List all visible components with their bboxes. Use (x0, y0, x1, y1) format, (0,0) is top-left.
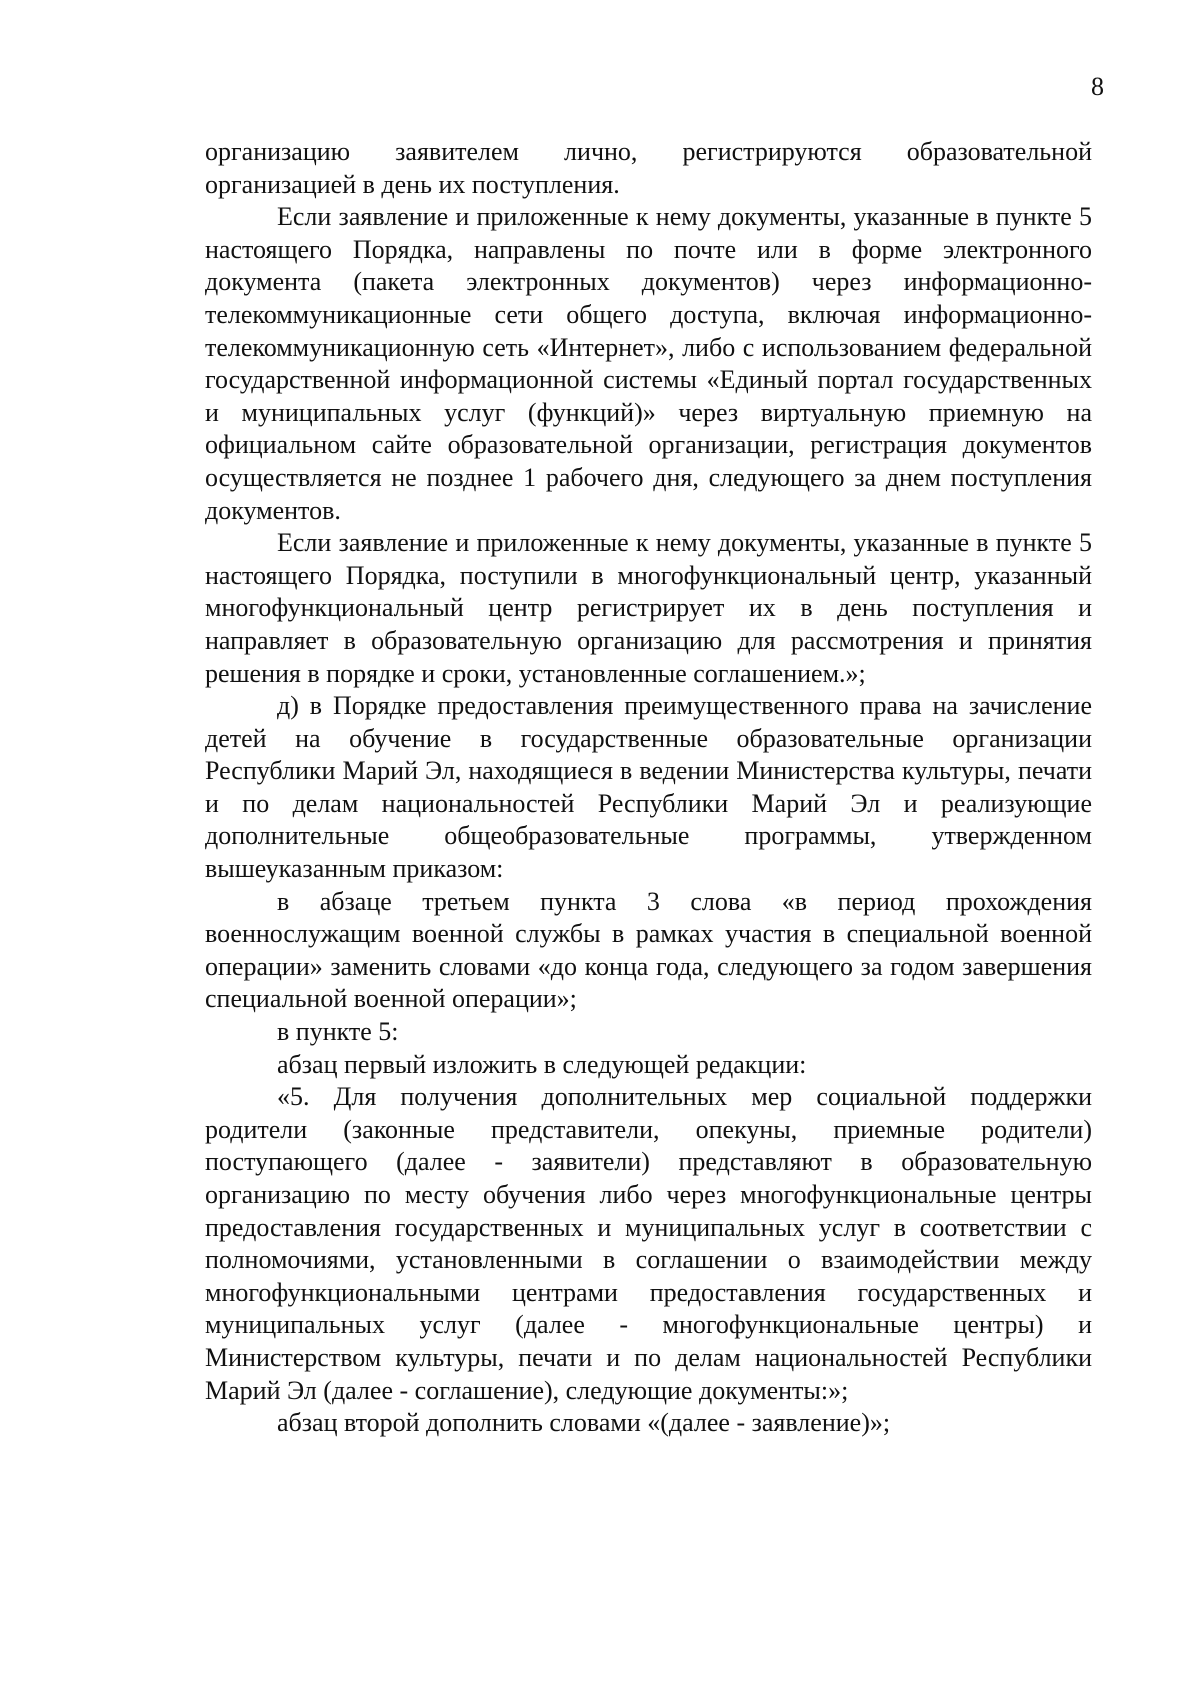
paragraph-new-point-5: «5. Для получения дополнительных мер социальной поддержки родители (законные представители, опекуны, приемные родители) поступающего (далее - заявители) представляют в образовательную организацию по месту обучения либо через многофункциональные центры предоставления государственных и муниципальных услуг в соответствии с полномочиями, установленными в соглашении о взаимодействии между многофункциональными центрами предоставления государственных и муниципальных услуг (далее - многофункциональные центры) и Министерством культуры, печати и по делам национальностей Республики Марий Эл (далее - соглашение), следующие документы:»; (205, 1082, 1092, 1405)
paragraph-registration-mail: Если заявление и приложенные к нему документы, указанные в пункте 5 настоящего Порядка, направлены по почте или в форме электронного документа (пакета электронных документов) через информационно-телекоммуникационные сети общего доступа, включая информационно-телекоммуникационную сеть «Интернет», либо с использованием федеральной государственной информационной системы «Единый портал государственных и муниципальных услуг (функций)» через виртуальную приемную на официальном сайте образовательной организации, регистрация документов осуществляется не позднее 1 рабочего дня, следующего за днем поступления документов. (205, 202, 1092, 525)
paragraph-first-abzac: абзац первый изложить в следующей редакции: (277, 1049, 807, 1079)
document-body (205, 136, 1092, 1440)
paragraph-continuation: организацию заявителем лично, регистрируются образовательной организацией в день их поступления. (205, 137, 1092, 199)
paragraph-point-5-header: в пункте 5: (277, 1017, 399, 1047)
paragraph-registration-mfc: Если заявление и приложенные к нему документы, указанные в пункте 5 настоящего Порядка, поступили в многофункциональный центр, указанный многофункциональный центр регистрирует их в день поступления и направляет в образовательную организацию для рассмотрения и принятия решения в порядке и сроки, установленные соглашением.»; (205, 528, 1092, 688)
paragraph-second-abzac: абзац второй дополнить словами «(далее - заявление)»; (277, 1408, 891, 1438)
paragraph-item-d: д) в Порядке предоставления преимущественного права на зачисление детей на обучение в государственные образовательные организации Республики Марий Эл, находящиеся в ведении Министерства культуры, печати и по делам национальностей Республики Марий Эл и реализующие дополнительные общеобразовательные программы, утвержденном вышеуказанным приказом: (205, 691, 1092, 884)
paragraph-point-3-amendment: в абзаце третьем пункта 3 слова «в период прохождения военнослужащим военной службы в рамках участия в специальной военной операции» заменить словами «до конца года, следующего за годом завершения специальной военной операции»; (205, 886, 1092, 1014)
page-number: 8 (1091, 72, 1104, 101)
